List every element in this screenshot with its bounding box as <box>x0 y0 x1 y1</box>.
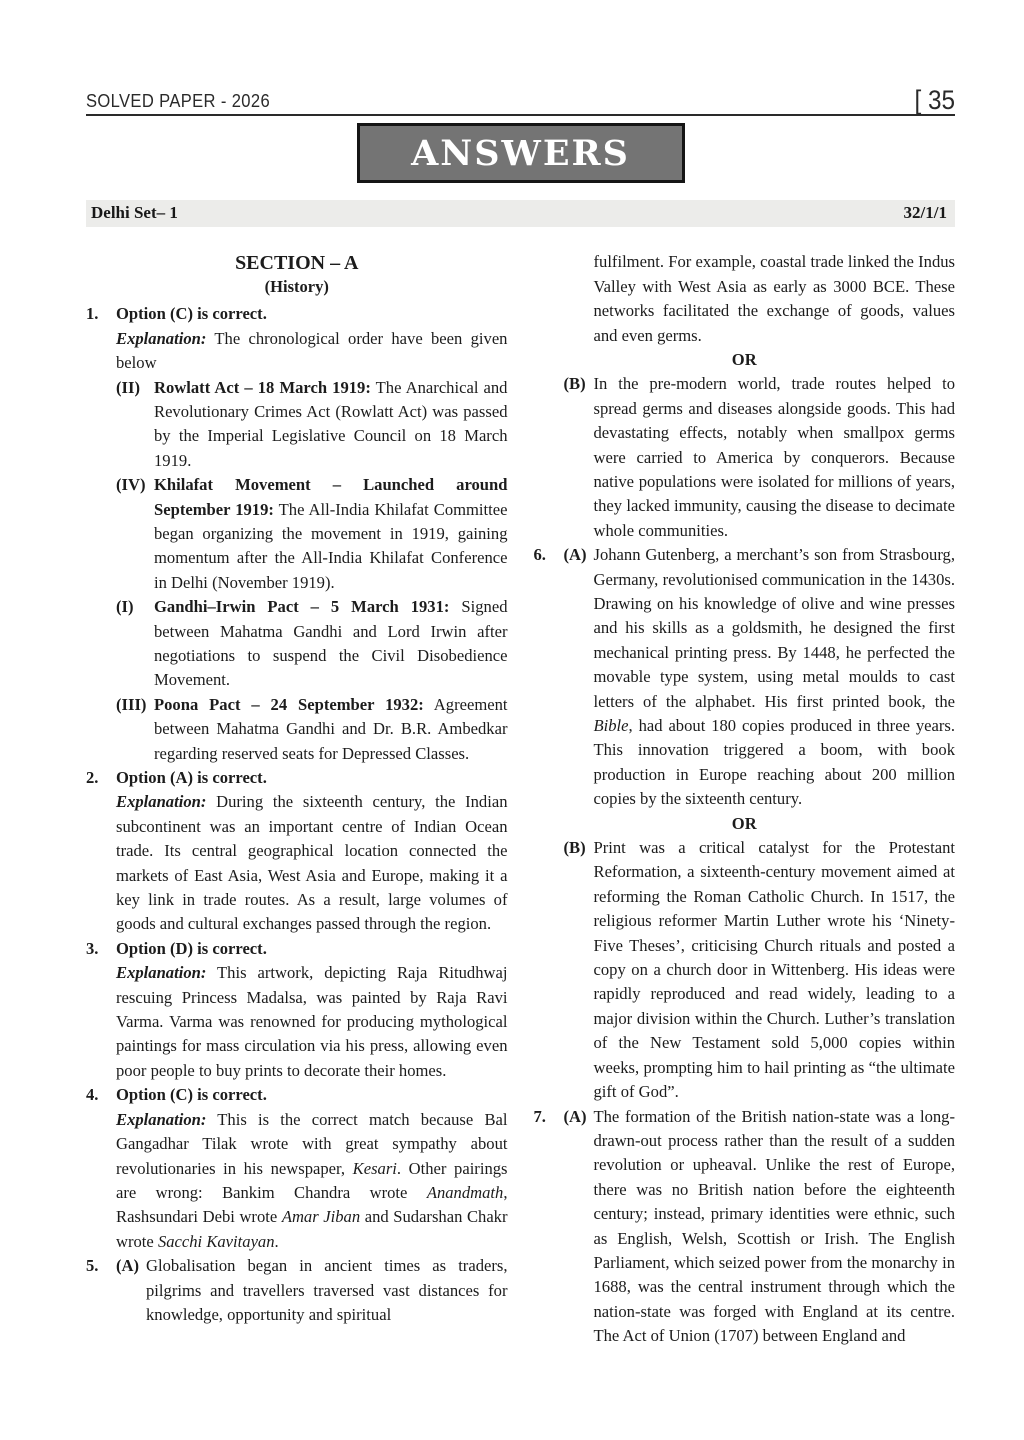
subitem-marker: (II) <box>116 377 140 397</box>
answer-item-7 <box>534 1105 956 1349</box>
part-marker: (A) <box>116 1256 140 1276</box>
header-title: SOLVED PAPER - 2026 <box>86 91 271 112</box>
answer-number: 3. <box>86 938 99 958</box>
chronology-item <box>116 376 508 474</box>
book-title: Anandmath <box>426 1182 504 1202</box>
answer-number: 4. <box>86 1085 99 1105</box>
book-title: Sacchi Kavitayan <box>157 1231 275 1251</box>
chronology-item <box>116 473 508 595</box>
explanation-label: Explanation: <box>116 963 207 983</box>
part-text: Print was a critical catalyst for the Protestant Reformation, a sixteenth-century movement aimed at reforming the Roman Catholic Church. In 1517, the religious reformer Martin Luther wrote his ‘Ninety-Five Theses’, criticising Church rituals and posted a copy on a church door in Wittenberg. His ideas were rapidly reproduced and read widely, leading to a major division within the Church. Luther’s translation of the New Testament sold 5,000 copies within weeks, prompting him to hail printing as “the ultimate gift of God”. <box>593 838 955 1102</box>
part-text-segment: Johann Gutenberg, a merchant’s son from Strasbourg, Germany, revolutionised communication in the 1430s. Drawing on his knowledge of olive and wine presses and his skills as a goldsmith, he designed the first mechanical printing press. By 1448, he perfected the movable type system, using metal moulds to cast letters of the alphabet. His first printed book, the <box>593 545 955 711</box>
two-column-body <box>86 250 955 1348</box>
answer-item-5b <box>534 372 956 543</box>
explanation-text: , Rashsundari Debi wrote <box>116 1182 508 1227</box>
section-subtitle: (History) <box>264 277 329 297</box>
explanation-paragraph <box>116 790 508 936</box>
subitem-marker: (III) <box>116 694 147 714</box>
explanation-text: . <box>274 1231 279 1251</box>
book-title: Amar Jiban <box>281 1207 361 1227</box>
answer-item-6 <box>534 543 956 811</box>
chronology-item <box>116 595 508 693</box>
right-column <box>534 250 956 1348</box>
answer-number: 5. <box>86 1256 99 1276</box>
book-title: Kesari <box>352 1158 397 1178</box>
answer-number: 6. <box>533 545 546 565</box>
subitem-label: Gandhi–Irwin Pact – 5 March 1931: <box>154 597 450 617</box>
subitem-marker: (IV) <box>116 475 146 495</box>
book-title: Bible <box>593 716 629 736</box>
subitem-marker: (I) <box>116 597 134 617</box>
subitem-body: The All-India Khilafat Committee began organizing the movement in 1919, gaining momentum after the All-India Khilafat Conference in Delhi (November 1919). <box>154 499 508 592</box>
part-marker: (B) <box>563 374 586 394</box>
answer-item-2 <box>86 766 508 937</box>
subitem-text <box>154 595 508 693</box>
answer-part-a <box>564 543 956 811</box>
explanation-text: . Other pairings are wrong: Bankim Chandra wrote <box>116 1158 508 1202</box>
answer-part-b <box>564 372 956 543</box>
answer-item-1 <box>86 302 508 766</box>
explanation-text: and Sudarshan Chakr wrote <box>116 1207 508 1251</box>
answers-banner-title: ANSWERS <box>411 132 630 174</box>
explanation-text: This artwork, depicting Raja Ritudhwaj rescuing Princess Madalsa, was painted by Raja Ravi Varma. Varma was renowned for producing mythological paintings for mass circulation via his press, allowing even poor people to buy prints to decorate their homes. <box>116 963 508 1080</box>
explanation-label: Explanation: <box>116 1109 207 1129</box>
part-text: In the pre-modern world, trade routes helped to spread germs and diseases alongside goods. This had devastating effects, notably when smallpox germs were carried to America by conquerors. Because native populations were isolated for millions of years, they lacked immunity, causing the disease to decimate whole communities. <box>593 374 955 540</box>
answer-item-6b <box>534 836 956 1104</box>
option-statement: Option (C) is correct. <box>116 304 267 324</box>
answer-item-4 <box>86 1083 508 1254</box>
answers-banner <box>357 123 685 183</box>
answers-banner-row <box>86 123 955 183</box>
answer-part-b <box>564 836 956 1104</box>
part-text <box>594 543 956 811</box>
explanation-text: During the sixteenth century, the Indian subcontinent was an important centre of Indian Ocean trade. Its central geographical location connected the markets of East Asia, West Asia and Europe, making it a key link in trade routes. As a result, large volumes of goods and cultural exchanges passed through the region. <box>116 792 508 934</box>
subitem-body: Signed between Mahatma Gandhi and Lord Irwin after negotiations to suspend the Civil Disobedience Movement. <box>154 597 508 690</box>
part-text-segment: , had about 180 copies produced in three years. This innovation triggered a boom, with book production in Europe reaching about 200 million copies by the sixteenth century. <box>593 716 955 809</box>
answer-number: 1. <box>86 304 99 324</box>
page-header <box>86 85 955 116</box>
or-separator: OR <box>731 349 757 369</box>
part-marker: (A) <box>563 545 587 565</box>
subitem-text <box>154 376 508 474</box>
subitem-body: The Anarchical and Revolutionary Crimes Act (Rowlatt Act) was passed by the Imperial Legislative Council on 18 March 1919. <box>154 377 508 470</box>
answer-item-3 <box>86 937 508 1083</box>
section-title: SECTION – A <box>235 252 359 275</box>
set-bar <box>86 200 955 227</box>
subitem-body: Agreement between Mahatma Gandhi and Dr. B.R. Ambedkar regarding reserved seats for Depressed Classes. <box>154 694 508 763</box>
answer-number: 2. <box>86 768 99 788</box>
explanation-paragraph <box>116 1108 508 1254</box>
part-marker: (B) <box>563 838 586 858</box>
chronology-item <box>116 693 508 766</box>
explanation-paragraph <box>116 961 508 1083</box>
answer-part-a <box>116 1254 508 1327</box>
answer-item-5 <box>86 1254 508 1327</box>
explanation-label: Explanation: <box>116 328 207 348</box>
explanation-label: Explanation: <box>116 792 207 812</box>
explanation-text: This is the correct match because Bal Gangadhar Tilak wrote with great sympathy about revolutionaries in his newspaper, <box>116 1109 508 1178</box>
explanation-paragraph <box>116 327 508 376</box>
set-code: 32/1/1 <box>903 203 947 223</box>
option-statement: Option (C) is correct. <box>116 1085 267 1105</box>
answer-part-a <box>564 1105 956 1349</box>
option-statement: Option (A) is correct. <box>116 768 267 788</box>
option-statement: Option (D) is correct. <box>116 938 267 958</box>
answer-5a-continuation: fulfilment. For example, coastal trade linked the Indus Valley with West Asia as early as 3000 BCE. These networks facilitated the exchange of goods, values and even germs. <box>593 252 955 345</box>
part-text: The formation of the British nation-state was a long-drawn-out process rather than the result of a sudden revolution or upheaval. Unlike the rest of Europe, there was no British nation before the eighteenth century; instead, primary identities were ethnic, such as English, Welsh, Scottish or Irish. The English Parliament, which seized power from the monarchy in 1688, was the central instrument through which the nation-state was forged with England at its centre. The Act of Union (1707) between England and <box>593 1106 955 1346</box>
subitem-label: Rowlatt Act – 18 March 1919: <box>154 377 371 397</box>
page-number: [ 35 <box>914 85 955 115</box>
left-column <box>86 250 508 1348</box>
subitem-label: Khilafat Movement – Launched around September 1919: <box>154 475 508 519</box>
explanation-text: The chronological order have been given below <box>116 328 508 373</box>
subitem-text <box>154 693 508 766</box>
part-text: Globalisation began in ancient times as traders, pilgrims and travellers traversed vast distances for knowledge, opportunity and spiritual <box>146 1256 508 1324</box>
subitem-text <box>154 473 508 595</box>
set-name: Delhi Set– 1 <box>91 203 178 223</box>
subitem-label: Poona Pact – 24 September 1932: <box>154 694 424 714</box>
or-separator: OR <box>731 813 757 833</box>
answer-number: 7. <box>533 1106 546 1126</box>
part-marker: (A) <box>563 1106 587 1126</box>
